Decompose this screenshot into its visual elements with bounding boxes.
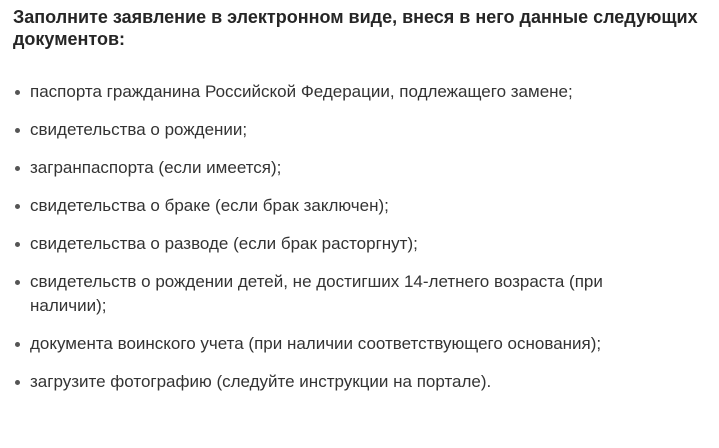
bullet-icon [15, 204, 20, 209]
list-item-text: свидетельства о разводе (если брак расторгнут); [30, 234, 418, 253]
bullet-icon [15, 280, 20, 285]
list-item-text: загранпаспорта (если имеется); [30, 158, 282, 177]
bullet-icon [15, 380, 20, 385]
list-item-divorce-certificate [0, 232, 719, 256]
list-item-passport [0, 80, 719, 104]
list-item-military-document [0, 332, 719, 356]
list-item-text: загрузите фотографию (следуйте инструкции на портале). [30, 372, 492, 391]
list-item-birth-certificate [0, 118, 719, 142]
documents-list [0, 80, 719, 408]
bullet-icon [15, 342, 20, 347]
bullet-icon [15, 128, 20, 133]
list-item-text: документа воинского учета (при наличии соответствующего основания); [30, 334, 602, 353]
list-item-text: свидетельства о браке (если брак заключен); [30, 196, 389, 215]
list-item-foreign-passport [0, 156, 719, 180]
list-item-marriage-certificate [0, 194, 719, 218]
list-item-text: свидетельства о рождении; [30, 120, 248, 139]
list-item-children-birth-certificates [0, 270, 719, 318]
bullet-icon [15, 166, 20, 171]
list-item-photo-upload [0, 370, 719, 394]
section-heading: Заполните заявление в электронном виде, внеся в него данные следующих документов: [13, 7, 698, 49]
list-item-text: свидетельств о рождении детей, не достигших 14-летнего возраста (при наличии); [30, 272, 603, 315]
bullet-icon [15, 90, 20, 95]
bullet-icon [15, 242, 20, 247]
list-item-text: паспорта гражданина Российской Федерации, подлежащего замене; [30, 82, 573, 101]
